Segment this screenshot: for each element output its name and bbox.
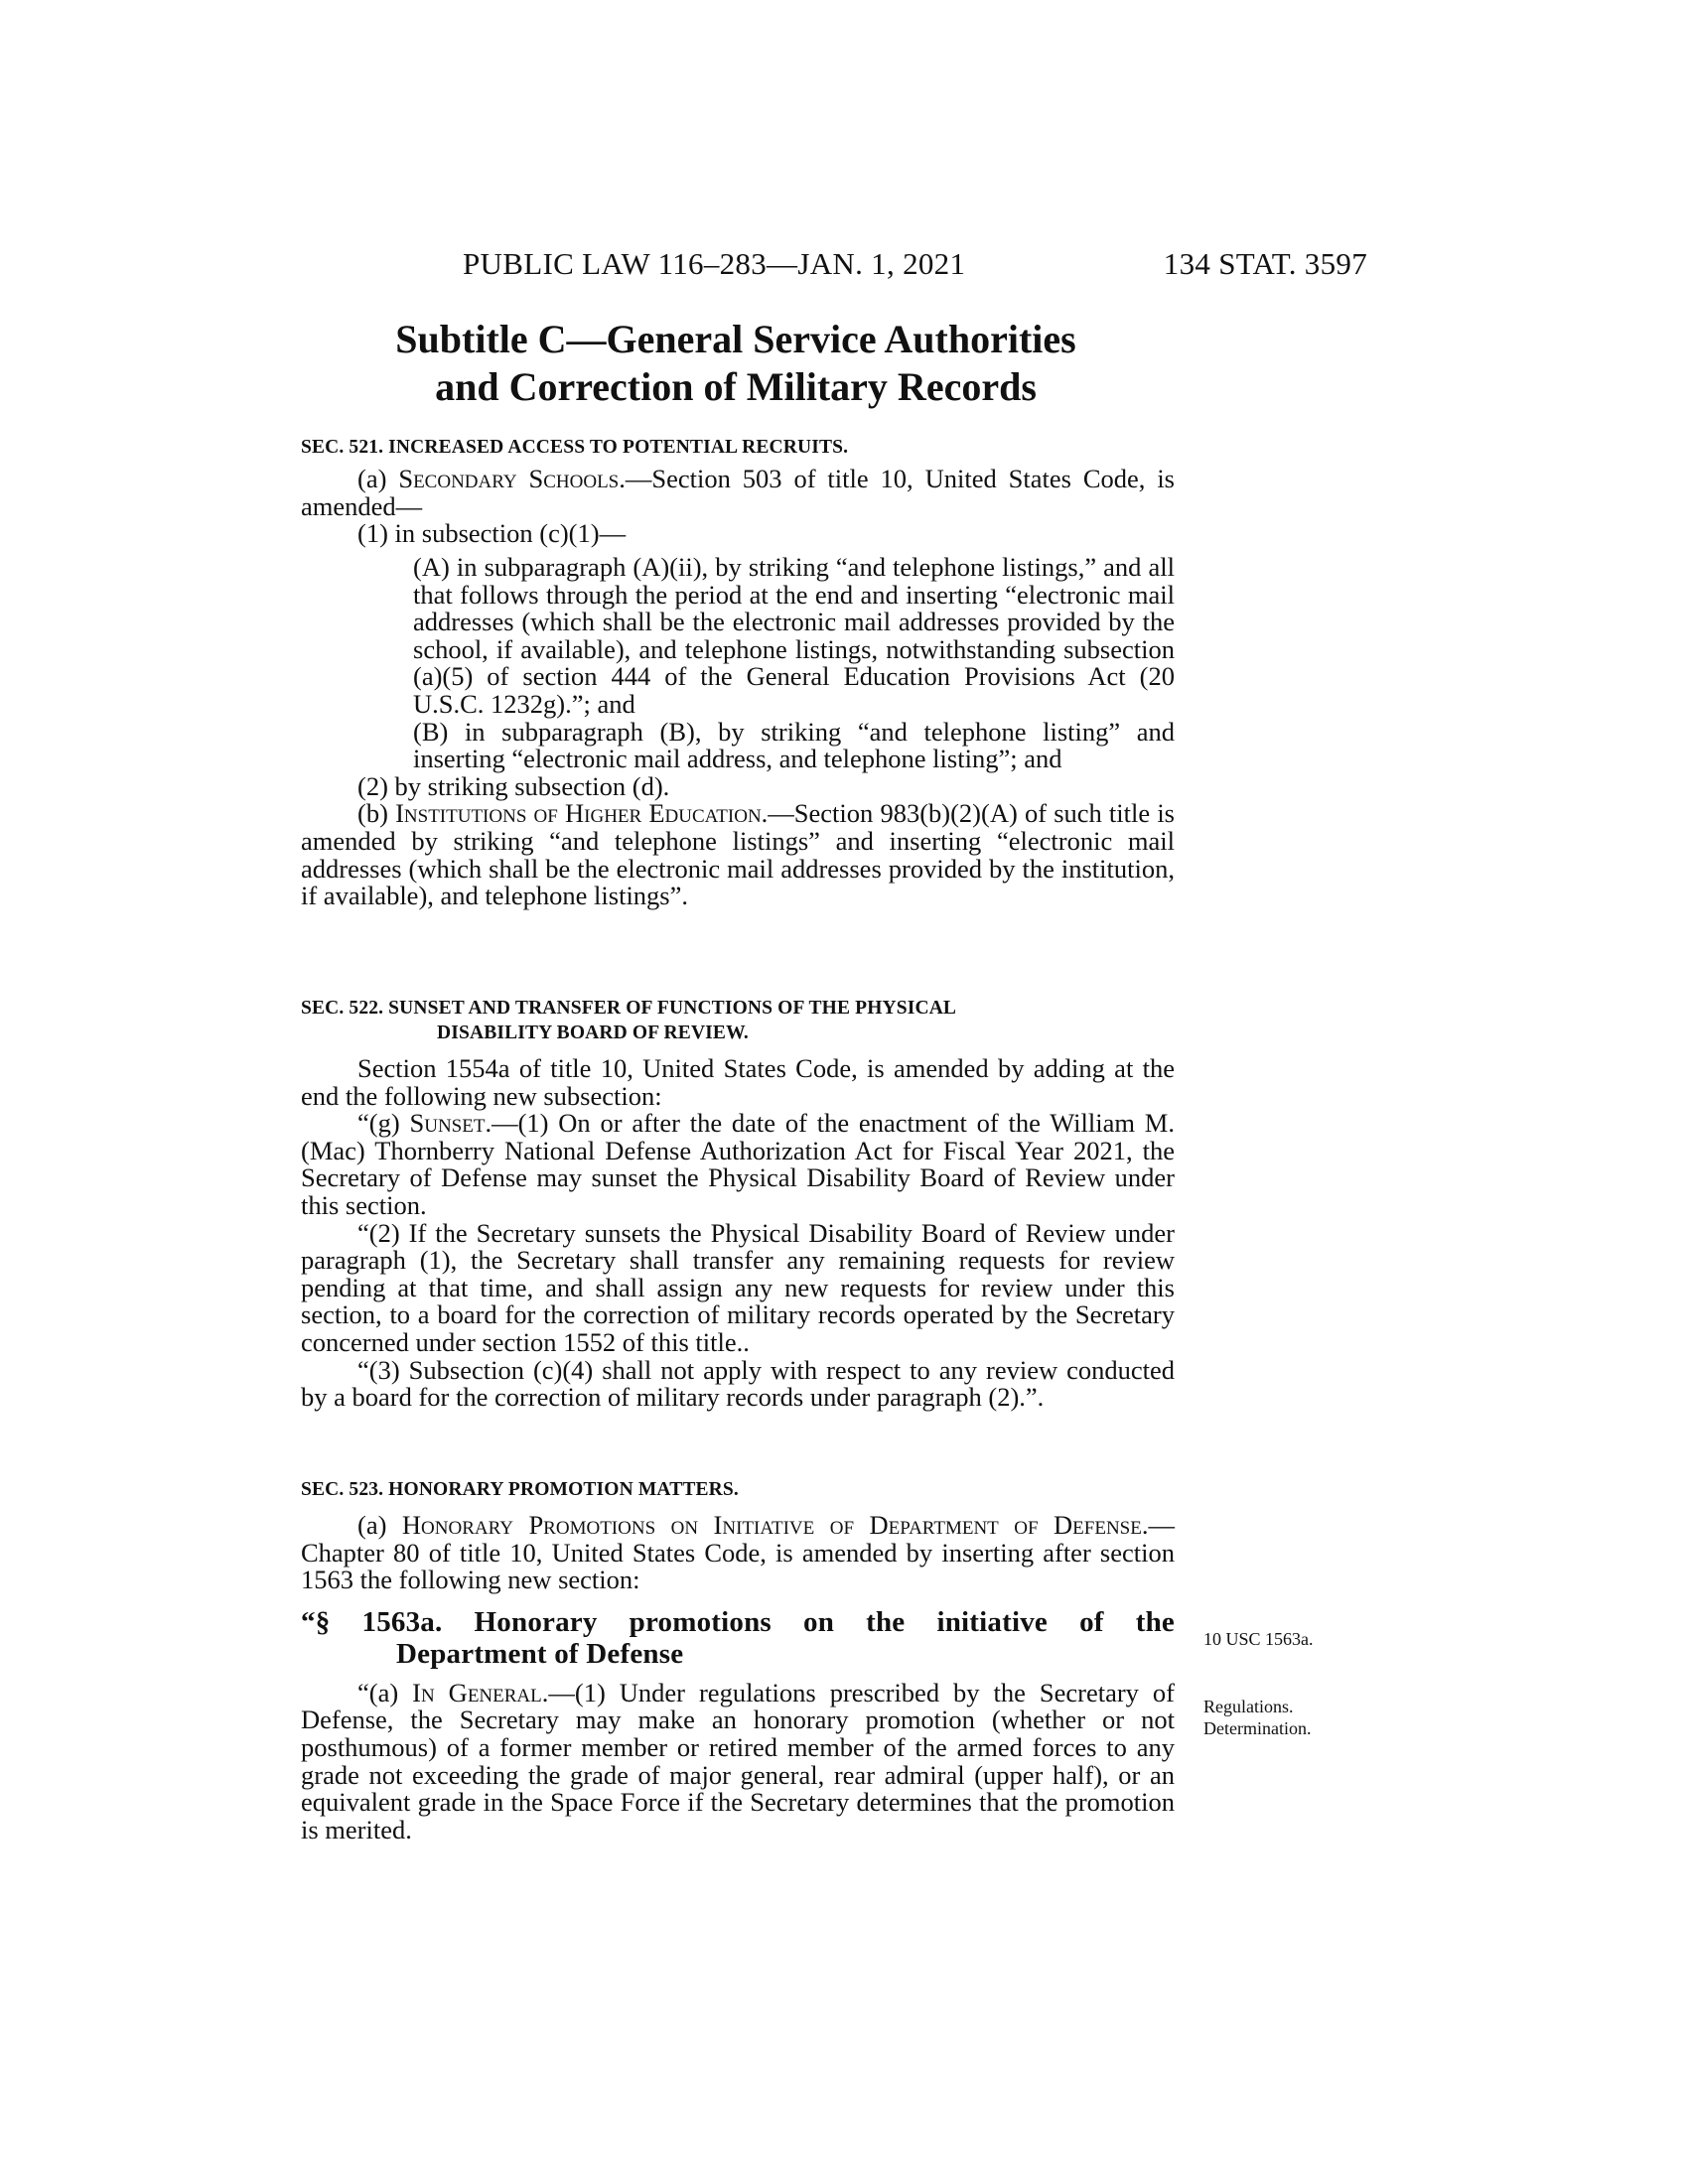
stat-page-number: 134 STAT. 3597 xyxy=(1163,246,1367,281)
sec-522-intro: Section 1554a of title 10, United States Code, is amended by adding at the end the following new subsection: xyxy=(301,1053,1175,1111)
margin-note-usc: 10 USC 1563a. xyxy=(1203,1629,1314,1649)
sec-521-a-2: (2) by striking subsection (d). xyxy=(357,770,670,801)
sec-521 xyxy=(301,435,1175,548)
sec-523 xyxy=(301,1477,1175,1843)
running-head: PUBLIC LAW 116–283—JAN. 1, 2021 xyxy=(463,246,966,281)
caption-higher-education: Institutions of Higher Education. xyxy=(395,798,769,829)
sec-521-b: (b) Institutions of Higher Education.—Section 983(b)(2)(A) of such title is amended by striking “and telephone listings” and inserting “electronic mail addresses (which shall be the electronic mail addresses provided by the institution, if available), and telephone listings”. xyxy=(301,798,1175,911)
sec-522-g-3: “(3) Subsection (c)(4) shall not apply with respect to any review conducted by a board for the correction of military records under paragraph (2).”. xyxy=(301,1354,1175,1413)
sec-522-g: “(g) Sunset.—(1) On or after the date of the enactment of the William M. (Mac) Thornberry National Defense Authorization Act for Fiscal Year 2021, the Secretary of Defense may sunset the Physical Disability Board of Review under this section. xyxy=(301,1108,1175,1220)
sec-521-a-1-A-paragraph: (A) in subparagraph (A)(ii), by striking “and telephone listings,” and all that follows through the period at the end and inserting “electronic mail addresses (which shall be the electronic mail addresses provided by the school, if available), and telephone listings, notwithstanding subsection (a)(5) of section 444 of the General Education Provisions Act (20 U.S.C. 1232g).”; and xyxy=(413,552,1175,719)
section-1563a-a: “(a) In General.—(1) Under regulations prescribed by the Secretary of Defense, the Secretary may make an honorary promotion (whether or not posthumous) of a former member or retired member of the armed forces to any grade not exceeding the grade of major general, rear admiral (upper half), or an equivalent grade in the Space Force if the Secretary determines that the promotion is merited. xyxy=(301,1677,1175,1844)
sec-523-a: (a) Honorary Promotions on Initiative of Department of Defense.—Chapter 80 of title 10, United States Code, is amended by inserting after section 1563 the following new section: xyxy=(301,1510,1175,1595)
caption-secondary-schools: Secondary Schools. xyxy=(398,464,626,493)
section-1563a-title: “§ 1563a. Honorary promotions on the initiative of the Department of Defense xyxy=(301,1605,1175,1670)
sec-521-a-1-B-paragraph: (B) in subparagraph (B), by striking “and telephone listing” and inserting “electronic mail address, and telephone listing”; and xyxy=(413,716,1175,774)
caption-in-general: In General. xyxy=(412,1677,549,1707)
page-header xyxy=(298,246,1367,286)
sec-521-a: (a) Secondary Schools.—Section 503 of title 10, United States Code, is amended— xyxy=(301,464,1175,521)
sec-521-a-1: (1) in subsection (c)(1)— xyxy=(357,518,627,549)
caption-sunset: Sunset. xyxy=(409,1108,492,1139)
sec-522-g-2: “(2) If the Secretary sunsets the Physical Disability Board of Review under paragraph (1), the Secretary shall transfer any remaining requests for review pending at that time, and shall assign any new requests for review under this section, to a board for the correction of military records operated by the Secretary concerned under section 1552 of this title.. xyxy=(301,1217,1175,1357)
sec-522-heading: SEC. 522. SUNSET AND TRANSFER OF FUNCTIONS OF THE PHYSICAL DISABILITY BOARD OF REVIEW. xyxy=(301,998,957,1043)
margin-note-determination: Determination. xyxy=(1203,1718,1312,1738)
sec-522 xyxy=(301,996,1175,1412)
caption-honorary-promotions: Honorary Promotions on Initiative of Department of Defense. xyxy=(401,1510,1149,1540)
subtitle-heading xyxy=(298,316,1174,411)
subtitle-line1: Subtitle C—General Service Authorities xyxy=(395,317,1076,361)
sec-521-A-block xyxy=(301,554,1175,910)
margin-note-regulations: Regulations. xyxy=(1203,1697,1294,1716)
subtitle-line2: and Correction of Military Records xyxy=(435,364,1037,409)
sec-523-heading: SEC. 523. HONORARY PROMOTION MATTERS. xyxy=(301,1479,739,1500)
sec-521-heading: SEC. 521. INCREASED ACCESS TO POTENTIAL RECRUITS. xyxy=(301,437,849,458)
